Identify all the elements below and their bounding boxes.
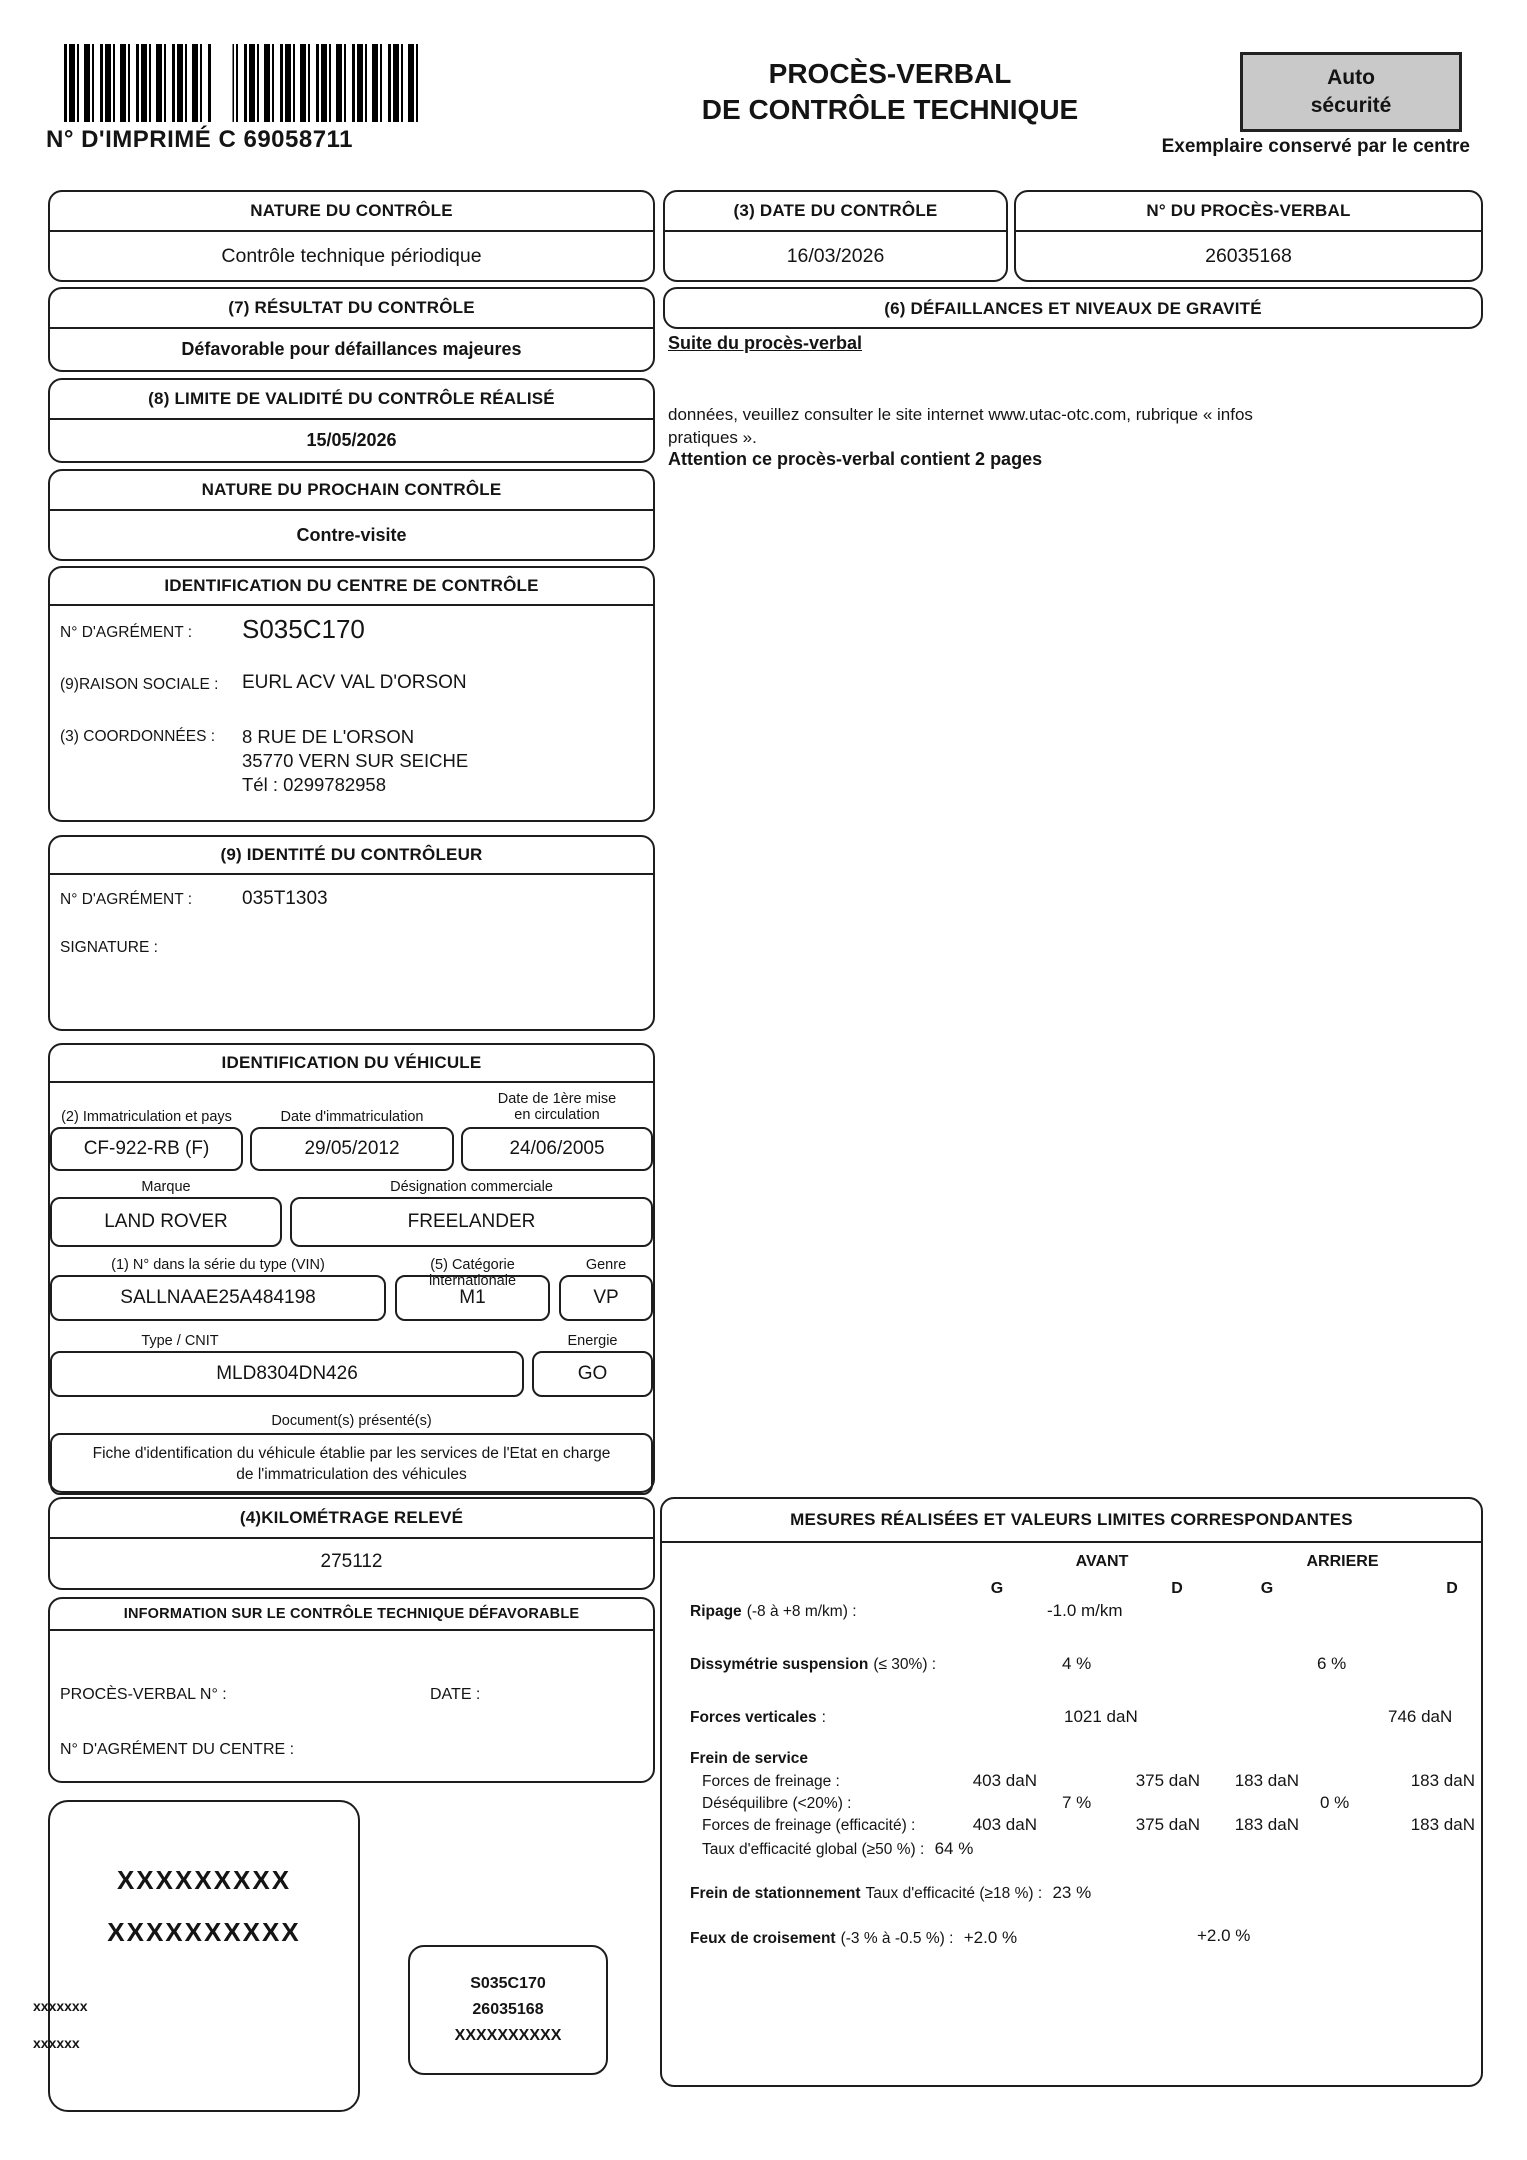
section-nature-controle: [48, 190, 655, 282]
vin-value-box: SALLNAAE25A484198: [50, 1275, 386, 1321]
col-header-arriere-d: D: [1446, 1580, 1458, 1597]
section-limite-validite: [48, 378, 655, 463]
stamp-side-text1: xxxxxxx: [33, 1998, 88, 2014]
info-date-label: DATE :: [430, 1686, 481, 1703]
defaillances-note-line2: pratiques ».: [668, 428, 757, 447]
section-mesures: [660, 1497, 1483, 2087]
section-title: NATURE DU CONTRÔLE: [50, 192, 653, 232]
section-title: MESURES RÉALISÉES ET VALEURS LIMITES CORRESPONDANTES: [662, 1499, 1481, 1543]
section-title: (9) IDENTITÉ DU CONTRÔLEUR: [50, 837, 653, 875]
section-title: (4)KILOMÉTRAGE RELEVÉ: [50, 1499, 653, 1539]
stamp-line1: XXXXXXXXX: [116, 1865, 292, 1895]
frein-stationnement-value: 23 %: [1052, 1883, 1092, 1902]
categorie-value-box: M1: [395, 1275, 550, 1321]
controleur-signature-label: SIGNATURE :: [60, 939, 158, 956]
energie-label: Energie: [567, 1333, 618, 1349]
vin-label: (1) N° dans la série du type (VIN): [111, 1257, 325, 1273]
centre-coordonnees-label: (3) COORDONNÉES :: [60, 728, 216, 745]
controleur-agrement-value: 035T1303: [242, 888, 328, 909]
genre-value-box: VP: [559, 1275, 653, 1321]
col-header-avant-g: G: [990, 1580, 1004, 1597]
type-cnit-label: Type / CNIT: [141, 1333, 219, 1349]
imprint-number: N° D'IMPRIMÉ C 69058711: [46, 126, 353, 153]
centre-adresse-ligne1: 8 RUE DE L'ORSON: [242, 726, 415, 747]
defaillances-attention: Attention ce procès-verbal contient 2 pages: [668, 449, 1043, 469]
mesure-frein-stationnement: Frein de stationnement Taux d'efficacité (≥18 %) : 23 %: [690, 1883, 1092, 1902]
section-info-defavorable: [48, 1597, 655, 1783]
section-date-controle: [663, 190, 1008, 282]
limite-validite-value: 15/05/2026: [306, 430, 397, 450]
mesure-forces-verticales: Forces verticales : 1021 daN 746 daN: [690, 1707, 1453, 1726]
stamp-line2: XXXXXXXXXX: [107, 1917, 301, 1947]
feux-arriere-value: +2.0 %: [1197, 1926, 1251, 1945]
designation-label: Désignation commerciale: [390, 1179, 553, 1195]
documents-label: Document(s) présenté(s): [271, 1413, 432, 1429]
mesure-ripage: Ripage (-8 à +8 m/km) : -1.0 m/km: [690, 1601, 1123, 1620]
network-name-line2: sécurité: [1310, 94, 1392, 117]
dissymetrie-arriere: 6 %: [1317, 1654, 1347, 1673]
defaillances-suite: Suite du procès-verbal: [668, 333, 863, 353]
col-header-avant-d: D: [1171, 1580, 1183, 1597]
marque-label: Marque: [141, 1179, 191, 1195]
section-identite-controleur: [48, 835, 655, 1031]
document-title: [640, 56, 1140, 128]
documents-value-box: Fiche d'identification du véhicule établie par les services de l'Etat en charge de l'immatriculation des véhicules: [50, 1433, 653, 1495]
marque-value-box: LAND ROVER: [50, 1197, 282, 1247]
document-title-line1: PROCÈS-VERBAL: [768, 58, 1012, 89]
energie-value-box: GO: [532, 1351, 653, 1397]
date-immat-label: Date d'immatriculation: [280, 1109, 424, 1125]
info-centre-label: N° D'AGRÉMENT DU CENTRE :: [60, 1741, 295, 1758]
section-title: (3) DATE DU CONTRÔLE: [665, 192, 1006, 232]
resultat-controle-value: Défavorable pour défaillances majeures: [181, 339, 522, 359]
section-title: IDENTIFICATION DU VÉHICULE: [50, 1045, 653, 1083]
centre-raison-value: EURL ACV VAL D'ORSON: [242, 672, 467, 693]
ripage-value: -1.0 m/km: [1047, 1601, 1123, 1620]
section-title: (6) DÉFAILLANCES ET NIVEAUX DE GRAVITÉ: [884, 299, 1262, 318]
vignette-line2: 26035168: [472, 2001, 544, 2018]
section-centre-controle: [48, 566, 655, 822]
section-title: (8) LIMITE DE VALIDITÉ DU CONTRÔLE RÉALISÉ: [50, 380, 653, 420]
col-header-arriere-g: G: [1260, 1580, 1274, 1597]
mesure-feux-croisement: Feux de croisement (-3 % à -0.5 %) : +2.0 % +2.0 %: [690, 1926, 1251, 1947]
centre-adresse: [242, 725, 468, 797]
centre-adresse-ligne2: 35770 VERN SUR SEICHE: [242, 750, 469, 771]
col-header-arriere: ARRIERE: [1306, 1553, 1379, 1570]
section-title: (7) RÉSULTAT DU CONTRÔLE: [50, 289, 653, 329]
mesure-desequilibre: Déséquilibre (<20%) : 7 % 0 %: [702, 1793, 1350, 1812]
copy-note: Exemplaire conservé par le centre: [1161, 136, 1470, 157]
date-circulation-label: Date de 1ère mise en circulation: [497, 1091, 617, 1123]
prochain-controle-value: Contre-visite: [296, 525, 407, 545]
network-name-line1: Auto: [1327, 66, 1375, 89]
mesure-forces-freinage-efficacite: Forces de freinage (efficacité) : 403 daN 375 daN 183 daN 183 daN: [702, 1815, 1475, 1834]
mesure-taux-global: Taux d'efficacité global (≥50 %) : 64 %: [702, 1839, 974, 1858]
date-controle-value: 16/03/2026: [786, 244, 885, 267]
type-cnit-value-box: MLD8304DN426: [50, 1351, 524, 1397]
date-immat-value-box: 29/05/2012: [250, 1127, 454, 1171]
centre-adresse-ligne3: Tél : 0299782958: [242, 774, 387, 795]
mesure-forces-freinage: Forces de freinage : 403 daN 375 daN 183 daN 183 daN: [702, 1771, 1475, 1790]
vignette-box: [408, 1945, 608, 2075]
section-resultat-controle: [48, 287, 655, 372]
defaillances-note-line1: données, veuillez consulter le site internet www.utac-otc.com, rubrique « infos: [668, 405, 1253, 424]
numero-pv-value: 26035168: [1205, 244, 1292, 267]
section-numero-pv: [1014, 190, 1483, 282]
feux-avant-value: +2.0 %: [963, 1928, 1018, 1947]
section-title: IDENTIFICATION DU CENTRE DE CONTRÔLE: [50, 568, 653, 606]
centre-agrement-label: N° D'AGRÉMENT :: [60, 624, 193, 641]
mesure-dissymetrie: Dissymétrie suspension (≤ 30%) : 4 % 6 %: [690, 1654, 1347, 1673]
section-title: NATURE DU PROCHAIN CONTRÔLE: [50, 471, 653, 511]
dissymetrie-avant: 4 %: [1062, 1654, 1092, 1673]
barcode: [64, 44, 422, 122]
date-circulation-value-box: 24/06/2005: [461, 1127, 653, 1171]
designation-value-box: FREELANDER: [290, 1197, 653, 1247]
network-logo-box: [1240, 52, 1462, 132]
section-kilometrage: [48, 1497, 655, 1590]
document-title-line2: DE CONTRÔLE TECHNIQUE: [701, 94, 1079, 125]
nature-controle-value: Contrôle technique périodique: [221, 244, 482, 267]
mesures-body: [662, 1543, 1481, 2085]
taux-global-value: 64 %: [934, 1839, 974, 1858]
kilometrage-value: 275112: [320, 1551, 383, 1572]
section-prochain-controle: [48, 469, 655, 561]
forces-verticales-arriere: 746 daN: [1388, 1707, 1453, 1726]
controleur-agrement-label: N° D'AGRÉMENT :: [60, 891, 193, 908]
section-title: INFORMATION SUR LE CONTRÔLE TECHNIQUE DÉFAVORABLE: [50, 1599, 653, 1631]
section-defaillances: [663, 287, 1483, 329]
immat-value-box: CF-922-RB (F): [50, 1127, 243, 1171]
centre-raison-label: (9)RAISON SOCIALE :: [60, 676, 219, 693]
immat-label: (2) Immatriculation et pays: [61, 1109, 232, 1125]
categorie-label: (5) Catégorie internationale: [428, 1257, 517, 1289]
centre-agrement-value: S035C170: [242, 614, 365, 644]
info-pv-label: PROCÈS-VERBAL N° :: [60, 1686, 227, 1703]
section-identification-vehicule: [48, 1043, 655, 1493]
vignette-line3: XXXXXXXXXX: [454, 2027, 562, 2044]
defaillances-note: [668, 403, 1253, 449]
forces-verticales-avant: 1021 daN: [1064, 1707, 1138, 1726]
genre-label: Genre: [585, 1257, 627, 1273]
stamp-side-text2: xxxxxx: [33, 2035, 80, 2051]
stamp-box: [48, 1800, 360, 2112]
col-header-avant: AVANT: [1075, 1553, 1129, 1570]
mesure-frein-service-titre: Frein de service: [690, 1750, 809, 1767]
section-title: N° DU PROCÈS-VERBAL: [1016, 192, 1481, 232]
vignette-line1: S035C170: [470, 1975, 546, 1992]
